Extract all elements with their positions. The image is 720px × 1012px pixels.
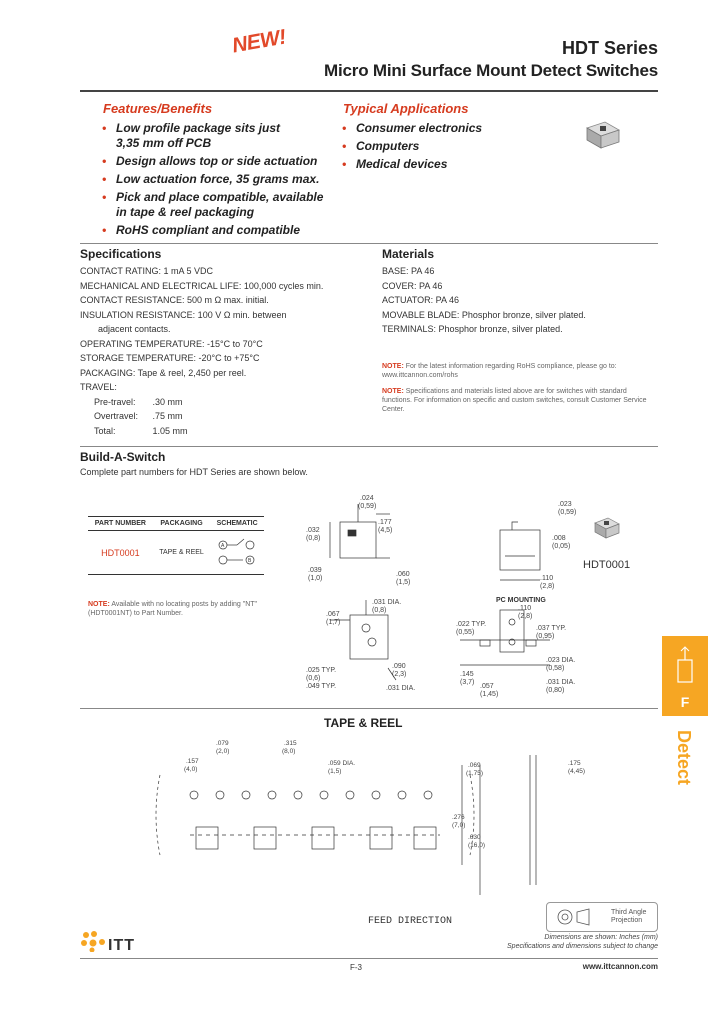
page-title: Micro Mini Surface Mount Detect Switches bbox=[324, 61, 658, 80]
dim-label: (0,6) bbox=[306, 675, 321, 682]
section-rule bbox=[80, 708, 658, 709]
dim-label: .067 bbox=[326, 611, 340, 618]
note-text: Available with no locating posts by adding "NT" (HDT0001NT) to Part Number. bbox=[88, 601, 258, 617]
table-header: SCHEMATIC bbox=[216, 520, 258, 527]
dim-label: .031 DIA. bbox=[546, 679, 576, 686]
material-line: MOVABLE BLADE: Phosphor bronze, silver plated. bbox=[382, 309, 586, 320]
footer-rule bbox=[80, 958, 658, 959]
table-header: PACKAGING bbox=[160, 520, 203, 527]
dim-label: .022 TYP. bbox=[456, 621, 487, 628]
rohs-note bbox=[382, 362, 622, 380]
product-thumb-label: HDT0001 bbox=[583, 559, 631, 571]
dim-label: (16,0) bbox=[468, 842, 485, 849]
dim-label: .069 bbox=[468, 762, 481, 769]
feed-direction-label: FEED DIRECTION bbox=[368, 916, 453, 927]
materials-list bbox=[382, 264, 652, 337]
section-rule bbox=[80, 243, 658, 244]
applications-heading: Typical Applications bbox=[343, 101, 469, 116]
dim-label: .023 bbox=[558, 501, 572, 508]
travel-value: 1.05 mm bbox=[152, 425, 188, 436]
travel-row bbox=[80, 424, 370, 439]
spec-line: STORAGE TEMPERATURE: -20°C to +75°C bbox=[80, 353, 260, 363]
material-line: BASE: PA 46 bbox=[382, 266, 435, 276]
dim-label: (0,8) bbox=[306, 535, 321, 542]
dim-label: .145 bbox=[460, 671, 474, 678]
product-thumb-image bbox=[592, 515, 622, 541]
switch-icon bbox=[676, 642, 694, 686]
dim-label: .032 bbox=[306, 527, 320, 534]
dim-label: .177 bbox=[378, 519, 392, 526]
application-item: • Medical devices bbox=[340, 157, 540, 172]
dim-label: (0,80) bbox=[546, 687, 565, 694]
section-tab bbox=[662, 636, 708, 716]
terminal-a: A bbox=[221, 542, 225, 549]
dim-label: .059 DIA. bbox=[328, 760, 356, 767]
spec-line: MECHANICAL AND ELECTRICAL LIFE: 100,000 cycles min. bbox=[80, 280, 324, 291]
spec-line: adjacent contacts. bbox=[98, 324, 171, 334]
dim-label: .276 bbox=[452, 814, 465, 821]
header-rule bbox=[80, 90, 658, 92]
note-text: Specifications and materials listed above are for switches with standard functions. For information on specific and custom switches, consult Customer Service Center. bbox=[382, 388, 647, 413]
table-header: PART NUMBER bbox=[94, 520, 146, 527]
travel-label: Overtravel: bbox=[94, 411, 139, 421]
dim-label: (0,8) bbox=[372, 607, 387, 614]
material-line: COVER: PA 46 bbox=[382, 280, 443, 291]
dim-label: .031 DIA. bbox=[386, 685, 416, 692]
spec-note bbox=[382, 387, 657, 414]
dim-label: (0,59) bbox=[358, 503, 377, 510]
dim-label: (1,75) bbox=[466, 770, 483, 777]
application-item: • Computers bbox=[340, 139, 540, 154]
travel-row bbox=[80, 409, 370, 424]
product-image bbox=[583, 118, 623, 152]
dim-label: (0,59) bbox=[558, 509, 577, 516]
spec-line: TRAVEL: bbox=[80, 382, 117, 392]
terminal-b: B bbox=[248, 557, 252, 564]
spec-line: OPERATING TEMPERATURE: -15°C to 70°C bbox=[80, 338, 263, 349]
travel-value: .30 mm bbox=[152, 396, 183, 407]
dim-label: .630 bbox=[468, 834, 481, 841]
dim-label: (1,0) bbox=[308, 575, 323, 582]
dim-label: (1,45) bbox=[480, 691, 499, 698]
projection-label: Third Angle Projection bbox=[611, 909, 647, 924]
dim-label: (1,5) bbox=[396, 579, 411, 586]
build-intro: Complete part numbers for HDT Series are shown below. bbox=[80, 467, 308, 477]
dim-label: (0,95) bbox=[536, 633, 555, 640]
change-disclaimer: Specifications and dimensions subject to change bbox=[507, 943, 658, 950]
projection-icon bbox=[553, 907, 593, 927]
dim-label: (1,5) bbox=[328, 768, 342, 775]
dim-label: (0,55) bbox=[456, 629, 475, 636]
dim-label: .025 TYP. bbox=[306, 667, 337, 674]
dim-label: (3,7) bbox=[460, 679, 475, 686]
dim-label: .031 DIA. bbox=[372, 599, 402, 606]
dim-label: .315 bbox=[284, 740, 297, 747]
series-title: HDT Series bbox=[561, 38, 658, 58]
materials-heading: Materials bbox=[382, 247, 435, 261]
feature-item: • Low profile package sits just 3,35 mm off PCB bbox=[100, 121, 286, 151]
feature-item: • Design allows top or side actuation bbox=[100, 154, 340, 169]
part-number-table bbox=[88, 516, 264, 575]
spec-line: CONTACT RATING: 1 mA 5 VDC bbox=[80, 266, 214, 276]
page-number: F-3 bbox=[350, 963, 362, 972]
schematic-cell bbox=[210, 531, 264, 575]
itt-logo-text: ITT bbox=[108, 937, 135, 954]
pc-mounting-label: PC MOUNTING bbox=[496, 597, 546, 604]
dim-label: (0,05) bbox=[552, 543, 571, 550]
applications-list bbox=[340, 121, 540, 175]
dim-label: .157 bbox=[186, 758, 199, 765]
note-label: NOTE: bbox=[88, 601, 110, 608]
dim-label: (4,5) bbox=[378, 527, 393, 534]
schematic-symbol bbox=[217, 536, 257, 568]
tape-reel-heading: TAPE & REEL bbox=[324, 716, 403, 730]
part-number-cell: HDT0001 bbox=[101, 547, 140, 558]
dim-label: .110 bbox=[540, 575, 554, 582]
dim-label: .057 bbox=[480, 683, 494, 690]
dim-label: .110 bbox=[518, 605, 532, 612]
dim-label: .060 bbox=[396, 571, 410, 578]
specifications-list bbox=[80, 264, 370, 438]
dim-label: (2,0) bbox=[216, 748, 230, 755]
section-rule bbox=[80, 446, 658, 447]
spec-line: PACKAGING: Tape & reel, 2,450 per reel. bbox=[80, 367, 247, 378]
dim-label: .079 bbox=[216, 740, 229, 747]
dim-label: .175 bbox=[568, 760, 581, 767]
features-heading: Features/Benefits bbox=[103, 101, 213, 116]
spec-line: INSULATION RESISTANCE: 100 V Ω min. between bbox=[80, 309, 287, 320]
tape-reel-drawing bbox=[150, 735, 590, 905]
material-line: TERMINALS: Phosphor bronze, silver plated. bbox=[382, 324, 563, 334]
dim-label: .024 bbox=[360, 495, 374, 502]
features-list bbox=[100, 121, 340, 241]
feature-item: • Low actuation force, 35 grams max. bbox=[100, 172, 340, 187]
material-line: ACTUATOR: PA 46 bbox=[382, 295, 460, 305]
dim-label: (4,0) bbox=[184, 766, 198, 773]
dim-label: (8,0) bbox=[282, 748, 296, 755]
dimensions-disclaimer: Dimensions are shown: Inches (mm) bbox=[544, 934, 658, 941]
feature-item: • Pick and place compatible, available in tape & reel packaging bbox=[100, 190, 336, 220]
travel-row bbox=[80, 395, 370, 410]
dim-label: (7,0) bbox=[452, 822, 466, 829]
build-heading: Build-A-Switch bbox=[80, 450, 166, 464]
dim-label: .023 DIA. bbox=[546, 657, 576, 664]
note-label: NOTE: bbox=[382, 388, 404, 395]
section-label: Detect bbox=[674, 730, 694, 786]
spec-line: CONTACT RESISTANCE: 500 m Ω max. initial. bbox=[80, 295, 269, 305]
dim-label: (0,58) bbox=[546, 665, 565, 672]
tab-letter: F bbox=[680, 694, 690, 710]
website-link[interactable]: www.ittcannon.com bbox=[582, 962, 658, 971]
build-note bbox=[88, 600, 258, 618]
application-item: • Consumer electronics bbox=[340, 121, 540, 136]
feature-item: • RoHS compliant and compatible bbox=[100, 223, 340, 238]
specifications-heading: Specifications bbox=[80, 247, 162, 261]
dim-label: (1,7) bbox=[326, 619, 341, 626]
note-label: NOTE: bbox=[382, 363, 404, 370]
dim-label: (2,8) bbox=[518, 613, 533, 620]
dim-label: .090 bbox=[392, 663, 406, 670]
travel-label: Total: bbox=[94, 425, 116, 436]
dim-label: .008 bbox=[552, 535, 566, 542]
new-badge: NEW! bbox=[230, 25, 288, 58]
travel-value: .75 mm bbox=[152, 411, 183, 421]
itt-logo-mark bbox=[80, 930, 106, 952]
travel-label: Pre-travel: bbox=[94, 396, 136, 407]
packaging-cell: TAPE & REEL bbox=[159, 549, 204, 556]
dim-label: (4,45) bbox=[568, 768, 585, 775]
dim-label: .037 TYP. bbox=[536, 625, 567, 632]
dim-label: .049 TYP. bbox=[306, 683, 337, 690]
projection-box bbox=[546, 902, 658, 932]
note-text: For the latest information regarding RoHS compliance, please go to: www.ittcannon.com/rohs bbox=[382, 363, 617, 379]
dim-label: .039 bbox=[308, 567, 322, 574]
dim-label: (2,3) bbox=[392, 671, 407, 678]
dim-label: (2,8) bbox=[540, 583, 555, 590]
